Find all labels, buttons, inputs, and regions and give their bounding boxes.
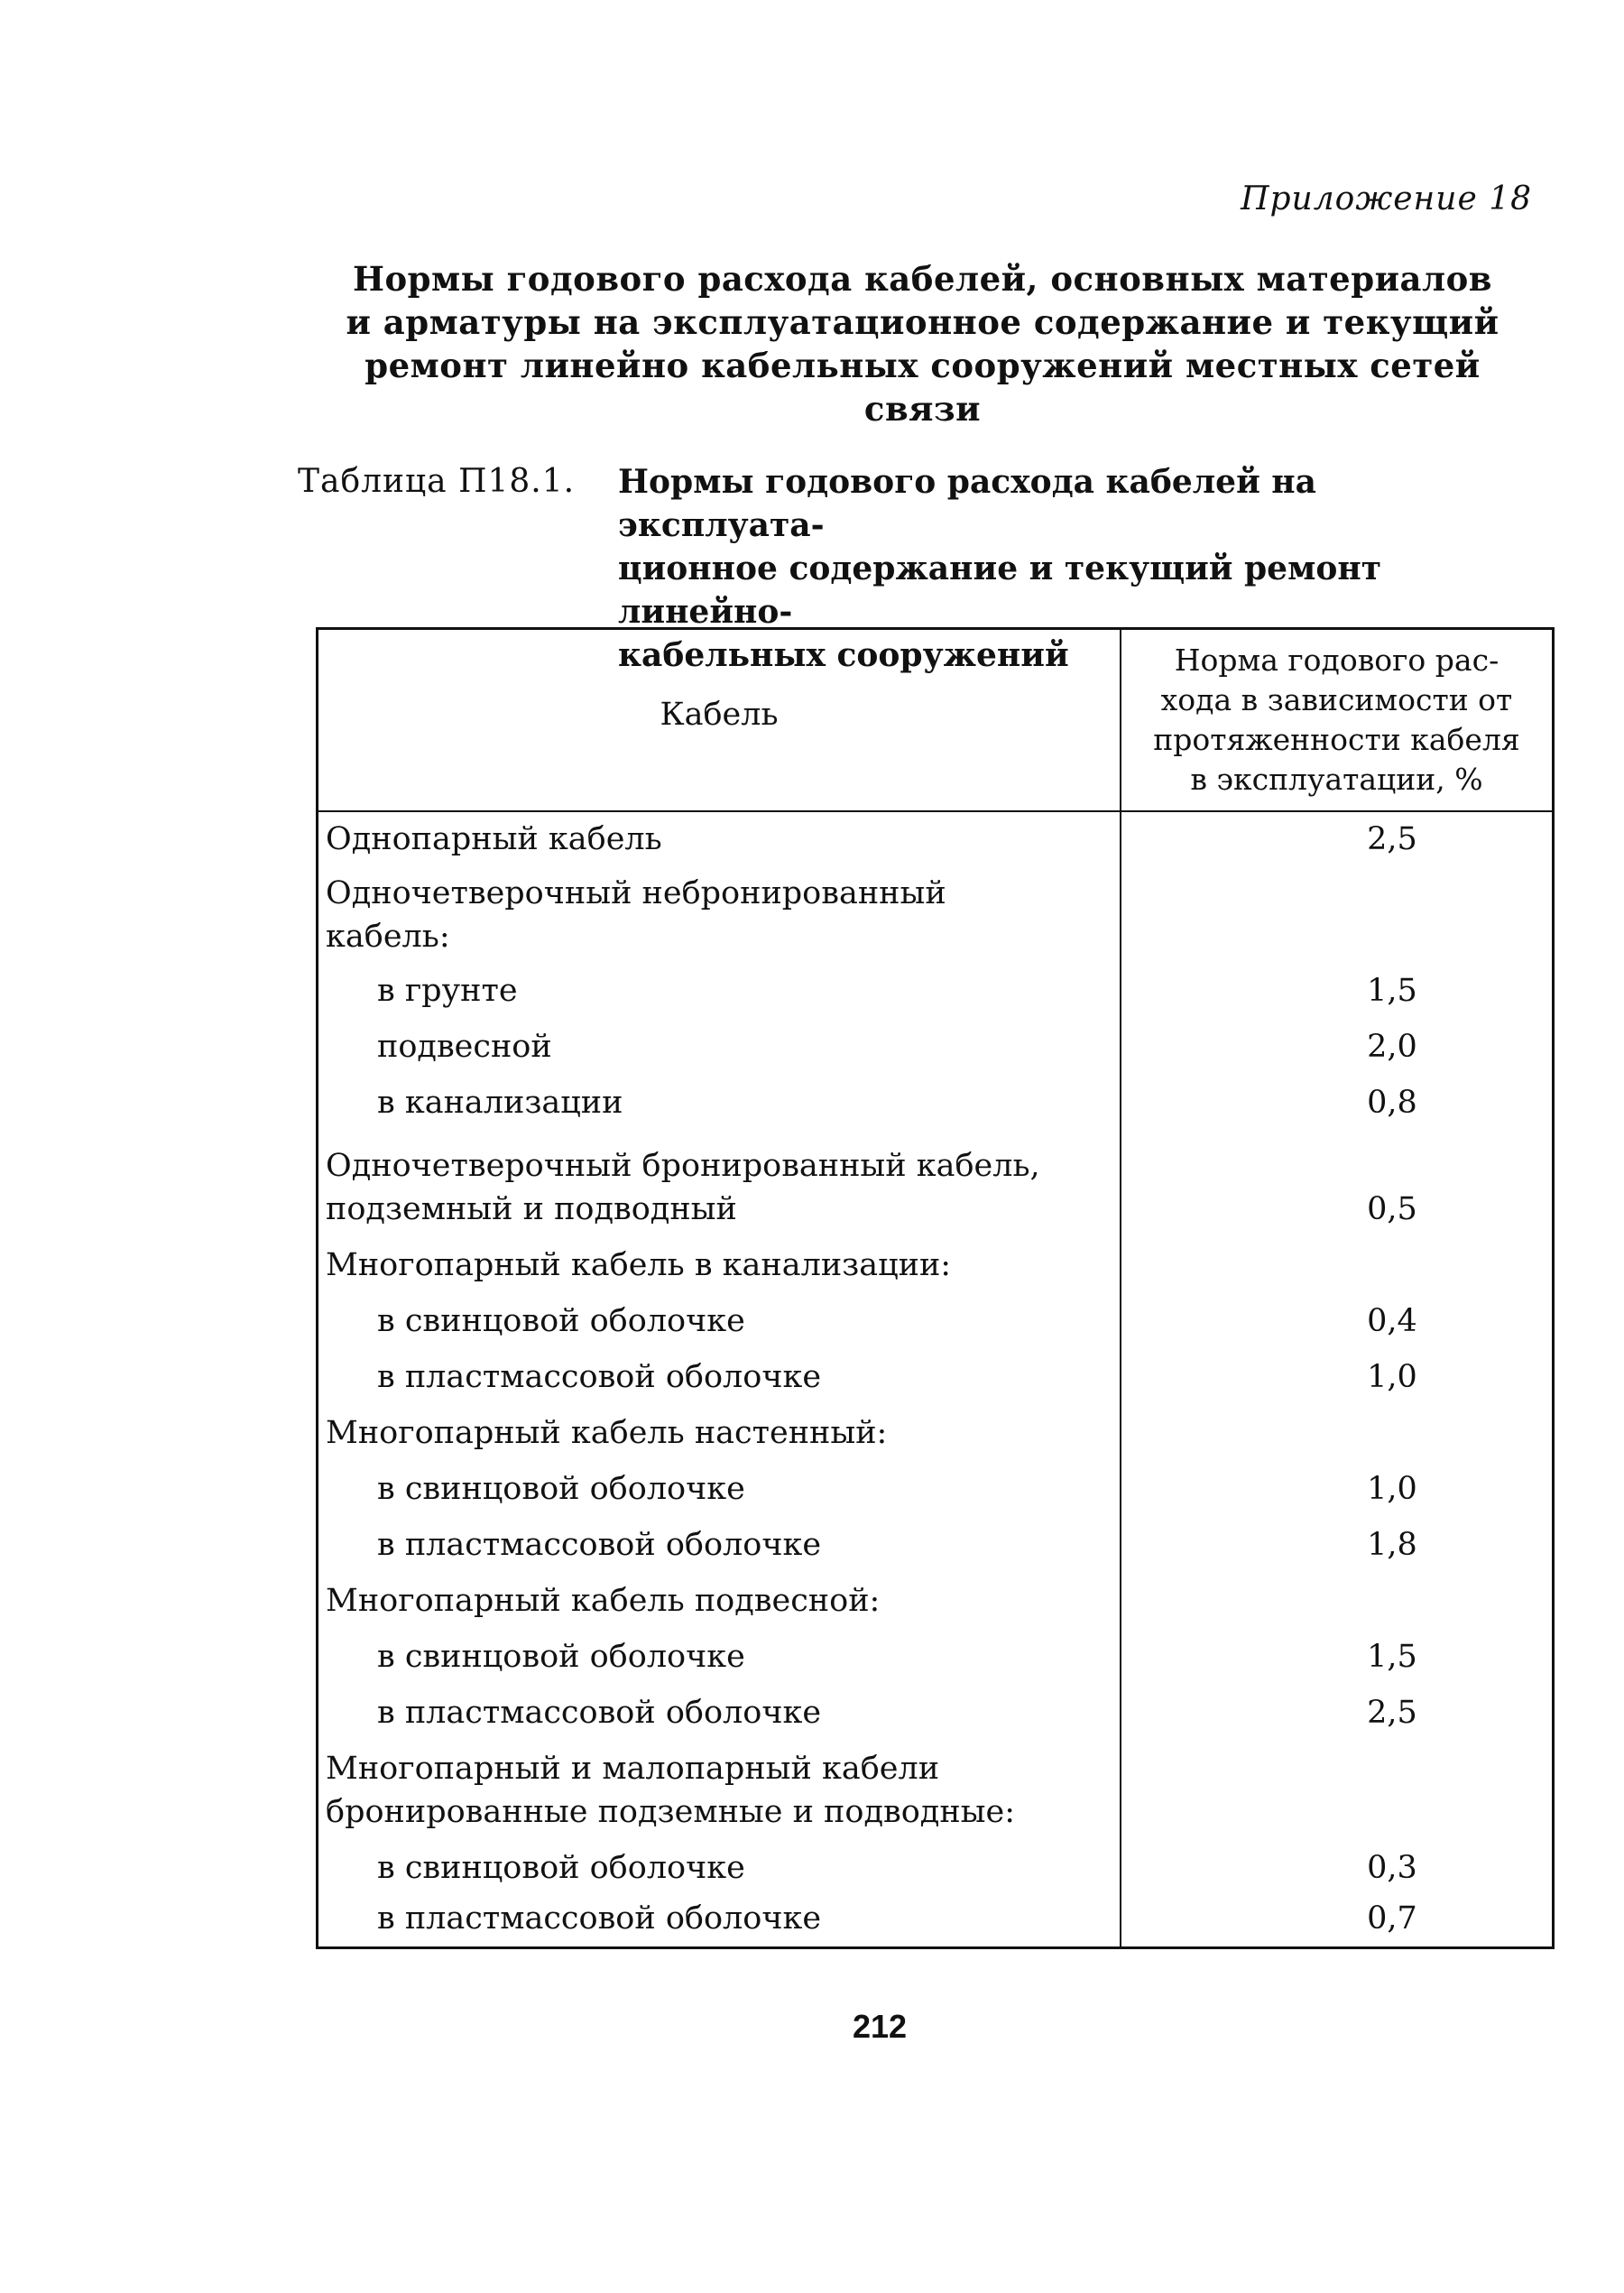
row-value: 1,8	[1367, 1527, 1417, 1563]
row-name: Многопарный кабель в канализации:	[326, 1247, 952, 1283]
row-name: бронированные подземные и подводные:	[326, 1794, 1016, 1830]
row-value: 1,0	[1367, 1359, 1417, 1395]
row-name: Многопарный кабель подвесной:	[326, 1583, 881, 1619]
row-value: 2,5	[1367, 821, 1417, 857]
row-name: в пластмассовой оболочке	[377, 1900, 822, 1937]
row-name: в пластмассовой оболочке	[377, 1359, 822, 1395]
title-line: Нормы годового расхода кабелей, основных материалов	[353, 259, 1492, 299]
title-line: и арматуры на эксплуатационное содержание и текущий	[346, 302, 1499, 342]
page-title	[311, 257, 1534, 430]
caption-line: кабельных сооружений	[618, 636, 1069, 674]
column-header-cable: Кабель	[660, 697, 779, 733]
row-name: Одночетверочный бронированный кабель,	[326, 1148, 1040, 1184]
caption-line: Нормы годового расхода кабелей на эксплуата-	[618, 463, 1316, 544]
row-name: в пластмассовой оболочке	[377, 1695, 822, 1731]
row-name: в свинцовой оболочке	[377, 1850, 745, 1886]
row-value: 2,5	[1367, 1695, 1417, 1731]
row-name: в свинцовой оболочке	[377, 1303, 745, 1339]
row-value: 1,5	[1367, 1639, 1417, 1675]
row-value: 0,8	[1367, 1085, 1417, 1121]
header-line: протяженности кабеля	[1153, 722, 1520, 757]
row-name: в канализации	[377, 1085, 623, 1121]
header-line: хода в зависимости от	[1160, 682, 1513, 717]
header-line: Норма годового рас-	[1174, 643, 1499, 678]
column-divider	[1120, 630, 1121, 1946]
page-number: 212	[852, 2008, 908, 2045]
row-name: подвесной	[377, 1029, 552, 1065]
row-name: в свинцовой оболочке	[377, 1471, 745, 1507]
row-name: в пластмассовой оболочке	[377, 1527, 822, 1563]
header-line: в эксплуатации, %	[1190, 762, 1483, 797]
caption-line: ционное содержание и текущий ремонт линейно-	[618, 550, 1382, 631]
norms-table	[316, 627, 1555, 1949]
column-header-norm	[1121, 641, 1552, 800]
row-name: Многопарный кабель настенный:	[326, 1415, 888, 1451]
row-value: 1,0	[1367, 1471, 1417, 1507]
row-value: 0,7	[1367, 1900, 1417, 1937]
row-name: в грунте	[377, 973, 518, 1009]
row-name: Одночетверочный небронированный	[326, 875, 946, 911]
row-value: 0,5	[1367, 1191, 1417, 1227]
appendix-label: Приложение 18	[1241, 180, 1532, 217]
title-line: связи	[863, 389, 982, 429]
row-value: 2,0	[1367, 1029, 1417, 1065]
row-name: Многопарный и малопарный кабели	[326, 1751, 940, 1787]
row-name: кабель:	[326, 919, 450, 955]
title-line: ремонт линейно кабельных сооружений местных сетей	[364, 346, 1481, 385]
row-value: 0,4	[1367, 1303, 1417, 1339]
table-number: Таблица П18.1.	[298, 463, 576, 500]
row-name: в свинцовой оболочке	[377, 1639, 745, 1675]
row-name: Однопарный кабель	[326, 821, 662, 857]
row-name: подземный и подводный	[326, 1191, 737, 1227]
row-value: 1,5	[1367, 973, 1417, 1009]
row-value: 0,3	[1367, 1850, 1417, 1886]
header-divider	[318, 810, 1552, 812]
